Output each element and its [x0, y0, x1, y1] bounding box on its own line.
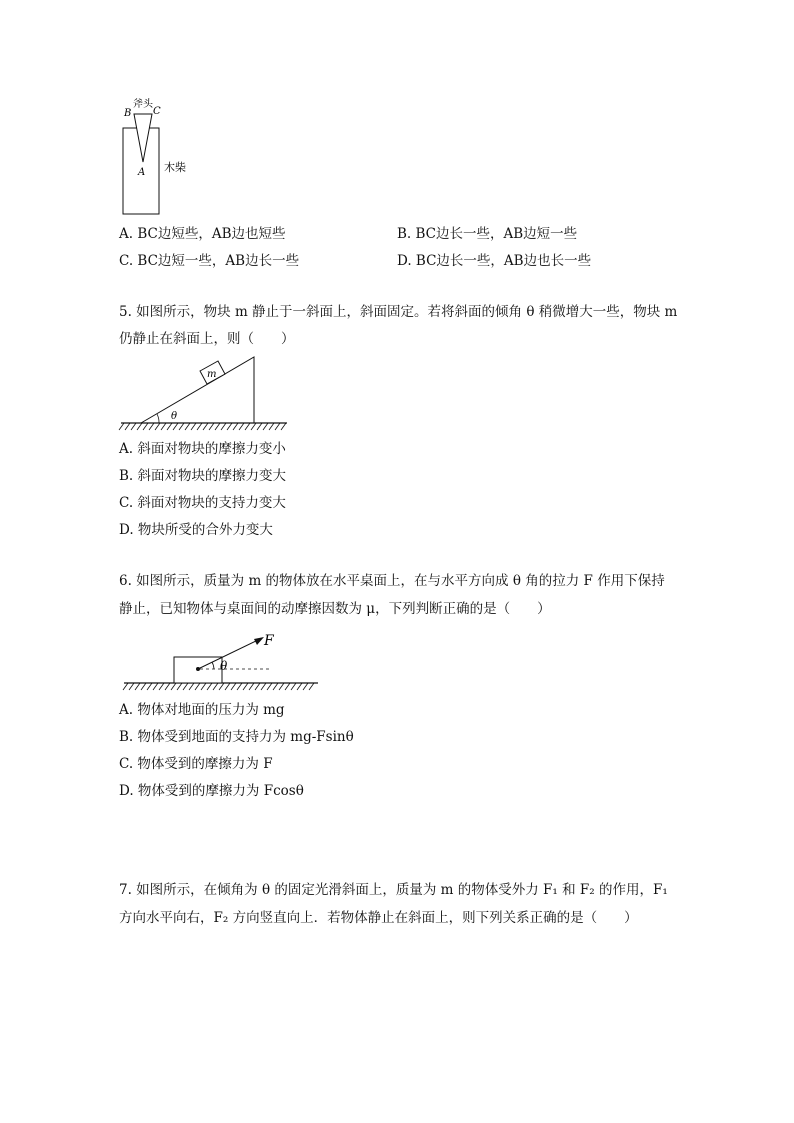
point-b-label: B [124, 108, 132, 119]
incline-figure [115, 352, 290, 434]
q6-option-b: B. 物体受到地面的支持力为 mg-Fsinθ [119, 729, 354, 745]
block-m-label: m [207, 369, 217, 380]
ground-hatching [123, 683, 314, 690]
q5-stem-line2: 仍静止在斜面上，则（ ） [119, 331, 295, 347]
q5-option-b: B. 斜面对物块的摩擦力变大 [119, 468, 287, 484]
wood-label: 木柴 [164, 161, 186, 174]
axe-wedge [134, 114, 152, 162]
point-c-label: C [153, 106, 161, 117]
q6-option-a: A. 物体对地面的压力为 mg [119, 702, 285, 718]
ground-hatching [119, 423, 286, 430]
q4-option-c: C. BC边短一些，AB边长一些 [119, 253, 300, 269]
q6-stem-line1: 6. 如图所示，质量为 m 的物体放在水平桌面上，在与水平方向成 θ 角的拉力 F 作用下保持 [119, 573, 665, 589]
force-arrowhead [254, 637, 264, 645]
q5-option-c: C. 斜面对物块的支持力变大 [119, 495, 286, 511]
q6-option-c: C. 物体受到的摩擦力为 F [119, 756, 273, 772]
q4-option-a: A. BC边短些，AB边也短些 [119, 226, 286, 242]
point-a-label: A [138, 167, 146, 178]
q4-option-b: B. BC边长一些，AB边短一些 [397, 226, 578, 242]
q5-option-d: D. 物块所受的合外力变大 [119, 522, 273, 538]
pulled-block-figure [122, 628, 322, 693]
force-arrow [198, 639, 260, 669]
theta-label: θ [220, 659, 228, 673]
axe-wood-figure [115, 92, 215, 217]
angle-arc [157, 414, 159, 423]
q5-option-a: A. 斜面对物块的摩擦力变小 [119, 441, 286, 457]
q7-stem-line2: 方向水平向右，F₂ 方向竖直向上．若物体静止在斜面上，则下列关系正确的是（ ） [119, 910, 638, 926]
theta-label: θ [171, 411, 178, 422]
incline-surface [141, 357, 254, 423]
q6-option-d: D. 物体受到的摩擦力为 Fcosθ [119, 783, 304, 799]
q5-stem-line1: 5. 如图所示，物块 m 静止于一斜面上，斜面固定。若将斜面的倾角 θ 稍微增大一些，物块 m [119, 304, 678, 320]
q4-option-d: D. BC边长一些，AB边也长一些 [397, 253, 592, 269]
force-label: F [264, 633, 274, 649]
q7-stem-line1: 7. 如图所示，在倾角为 θ 的固定光滑斜面上，质量为 m 的物体受外力 F₁ 和 F₂ 的作用，F₁ [119, 882, 668, 898]
axe-label: 斧头 [133, 99, 153, 110]
q6-stem-line2: 静止，已知物体与桌面间的动摩擦因数为 μ，下列判断正确的是（ ） [119, 601, 551, 617]
